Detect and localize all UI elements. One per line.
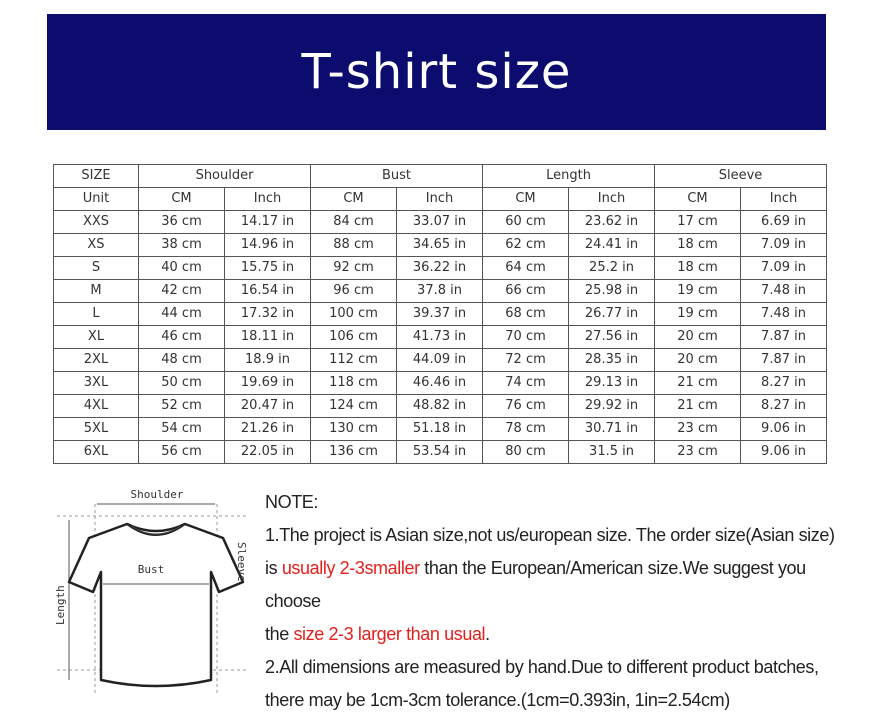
table-cell: 78 cm bbox=[483, 418, 569, 441]
table-cell: 18 cm bbox=[655, 257, 741, 280]
note-text: than the European/American size.We suggest you choose bbox=[265, 558, 806, 611]
table-cell: 16.54 in bbox=[225, 280, 311, 303]
size-cell: XL bbox=[54, 326, 139, 349]
table-cell: 8.27 in bbox=[741, 372, 827, 395]
table-cell: 19 cm bbox=[655, 280, 741, 303]
table-cell: 7.09 in bbox=[741, 257, 827, 280]
table-cell: 136 cm bbox=[311, 441, 397, 464]
table-cell: 100 cm bbox=[311, 303, 397, 326]
table-cell: 23 cm bbox=[655, 441, 741, 464]
table-cell: 50 cm bbox=[139, 372, 225, 395]
table-cell: 118 cm bbox=[311, 372, 397, 395]
table-row bbox=[54, 418, 827, 441]
table-cell: 51.18 in bbox=[397, 418, 483, 441]
unit-header: Unit bbox=[54, 188, 139, 211]
table-cell: 84 cm bbox=[311, 211, 397, 234]
bust-label: Bust bbox=[137, 563, 165, 576]
table-cell: 18.11 in bbox=[225, 326, 311, 349]
table-cell: 37.8 in bbox=[397, 280, 483, 303]
table-cell: 29.13 in bbox=[569, 372, 655, 395]
note-line bbox=[265, 552, 865, 618]
table-cell: 46 cm bbox=[139, 326, 225, 349]
note-text: 1.The project is Asian size,not us/european size. The order size(Asian size) bbox=[265, 525, 835, 545]
table-cell: 33.07 in bbox=[397, 211, 483, 234]
note-line bbox=[265, 651, 865, 684]
table-cell: 24.41 in bbox=[569, 234, 655, 257]
size-cell: L bbox=[54, 303, 139, 326]
page-title: T-shirt size bbox=[301, 44, 572, 100]
table-cell: 112 cm bbox=[311, 349, 397, 372]
unit-cell: Inch bbox=[569, 188, 655, 211]
table-row bbox=[54, 303, 827, 326]
tshirt-measurement-diagram bbox=[47, 480, 257, 702]
size-cell: 2XL bbox=[54, 349, 139, 372]
table-cell: 34.65 in bbox=[397, 234, 483, 257]
table-cell: 40 cm bbox=[139, 257, 225, 280]
length-label: Length bbox=[54, 585, 67, 625]
unit-cell: CM bbox=[483, 188, 569, 211]
bust-header: Bust bbox=[311, 165, 483, 188]
table-row bbox=[54, 234, 827, 257]
note-heading: NOTE: bbox=[265, 492, 319, 512]
table-cell: 88 cm bbox=[311, 234, 397, 257]
table-row bbox=[54, 395, 827, 418]
unit-cell: CM bbox=[139, 188, 225, 211]
size-cell: 3XL bbox=[54, 372, 139, 395]
table-cell: 92 cm bbox=[311, 257, 397, 280]
table-cell: 8.27 in bbox=[741, 395, 827, 418]
table-cell: 38 cm bbox=[139, 234, 225, 257]
note-text: . bbox=[485, 624, 490, 644]
length-header: Length bbox=[483, 165, 655, 188]
table-cell: 7.09 in bbox=[741, 234, 827, 257]
table-cell: 9.06 in bbox=[741, 441, 827, 464]
note-text: 2.All dimensions are measured by hand.Due to different product batches, bbox=[265, 657, 819, 677]
note-highlight: usually 2-3smaller bbox=[281, 558, 420, 578]
table-row bbox=[54, 211, 827, 234]
table-cell: 39.37 in bbox=[397, 303, 483, 326]
table-cell: 70 cm bbox=[483, 326, 569, 349]
size-table bbox=[53, 164, 827, 464]
size-note bbox=[265, 486, 865, 717]
table-cell: 130 cm bbox=[311, 418, 397, 441]
size-cell: M bbox=[54, 280, 139, 303]
table-cell: 76 cm bbox=[483, 395, 569, 418]
table-cell: 7.87 in bbox=[741, 326, 827, 349]
unit-cell: Inch bbox=[741, 188, 827, 211]
table-cell: 36.22 in bbox=[397, 257, 483, 280]
size-cell: 5XL bbox=[54, 418, 139, 441]
table-cell: 30.71 in bbox=[569, 418, 655, 441]
table-cell: 72 cm bbox=[483, 349, 569, 372]
table-cell: 48.82 in bbox=[397, 395, 483, 418]
table-cell: 44 cm bbox=[139, 303, 225, 326]
table-row bbox=[54, 441, 827, 464]
table-cell: 46.46 in bbox=[397, 372, 483, 395]
table-cell: 26.77 in bbox=[569, 303, 655, 326]
unit-cell: Inch bbox=[397, 188, 483, 211]
table-unit-row bbox=[54, 188, 827, 211]
table-cell: 31.5 in bbox=[569, 441, 655, 464]
table-cell: 66 cm bbox=[483, 280, 569, 303]
sleeve-header: Sleeve bbox=[655, 165, 827, 188]
table-cell: 20.47 in bbox=[225, 395, 311, 418]
table-cell: 42 cm bbox=[139, 280, 225, 303]
table-cell: 25.98 in bbox=[569, 280, 655, 303]
table-row bbox=[54, 280, 827, 303]
table-cell: 124 cm bbox=[311, 395, 397, 418]
table-cell: 22.05 in bbox=[225, 441, 311, 464]
table-row bbox=[54, 349, 827, 372]
table-cell: 96 cm bbox=[311, 280, 397, 303]
table-cell: 44.09 in bbox=[397, 349, 483, 372]
table-cell: 14.96 in bbox=[225, 234, 311, 257]
table-cell: 29.92 in bbox=[569, 395, 655, 418]
table-cell: 20 cm bbox=[655, 349, 741, 372]
table-cell: 7.48 in bbox=[741, 303, 827, 326]
table-cell: 25.2 in bbox=[569, 257, 655, 280]
table-cell: 17 cm bbox=[655, 211, 741, 234]
table-cell: 19.69 in bbox=[225, 372, 311, 395]
table-cell: 62 cm bbox=[483, 234, 569, 257]
size-header: SIZE bbox=[54, 165, 139, 188]
size-cell: 6XL bbox=[54, 441, 139, 464]
table-cell: 56 cm bbox=[139, 441, 225, 464]
unit-cell: Inch bbox=[225, 188, 311, 211]
table-cell: 23 cm bbox=[655, 418, 741, 441]
table-cell: 19 cm bbox=[655, 303, 741, 326]
table-cell: 6.69 in bbox=[741, 211, 827, 234]
table-cell: 9.06 in bbox=[741, 418, 827, 441]
table-cell: 48 cm bbox=[139, 349, 225, 372]
table-cell: 7.48 in bbox=[741, 280, 827, 303]
table-row bbox=[54, 326, 827, 349]
note-text: there may be 1cm-3cm tolerance.(1cm=0.393in, 1in=2.54cm) bbox=[265, 690, 730, 710]
table-cell: 18.9 in bbox=[225, 349, 311, 372]
note-text: is bbox=[265, 558, 282, 578]
table-cell: 27.56 in bbox=[569, 326, 655, 349]
title-banner bbox=[47, 14, 826, 130]
size-cell: S bbox=[54, 257, 139, 280]
table-row bbox=[54, 372, 827, 395]
note-line bbox=[265, 519, 865, 552]
size-cell: 4XL bbox=[54, 395, 139, 418]
sleeve-label: Sleeve bbox=[235, 542, 248, 582]
table-cell: 64 cm bbox=[483, 257, 569, 280]
note-line bbox=[265, 684, 865, 717]
table-cell: 53.54 in bbox=[397, 441, 483, 464]
table-row bbox=[54, 257, 827, 280]
table-cell: 54 cm bbox=[139, 418, 225, 441]
shoulder-header: Shoulder bbox=[139, 165, 311, 188]
unit-cell: CM bbox=[311, 188, 397, 211]
note-text: the bbox=[265, 624, 294, 644]
table-cell: 60 cm bbox=[483, 211, 569, 234]
table-cell: 74 cm bbox=[483, 372, 569, 395]
size-cell: XXS bbox=[54, 211, 139, 234]
table-cell: 28.35 in bbox=[569, 349, 655, 372]
tshirt-icon bbox=[47, 480, 257, 702]
note-highlight: size 2-3 larger than usual bbox=[293, 624, 486, 644]
table-cell: 20 cm bbox=[655, 326, 741, 349]
table-cell: 7.87 in bbox=[741, 349, 827, 372]
table-cell: 14.17 in bbox=[225, 211, 311, 234]
table-cell: 21.26 in bbox=[225, 418, 311, 441]
table-cell: 36 cm bbox=[139, 211, 225, 234]
table-header-row bbox=[54, 165, 827, 188]
table-cell: 52 cm bbox=[139, 395, 225, 418]
note-line bbox=[265, 618, 865, 651]
table-cell: 23.62 in bbox=[569, 211, 655, 234]
size-cell: XS bbox=[54, 234, 139, 257]
table-cell: 17.32 in bbox=[225, 303, 311, 326]
table-cell: 41.73 in bbox=[397, 326, 483, 349]
table-cell: 21 cm bbox=[655, 372, 741, 395]
table-cell: 80 cm bbox=[483, 441, 569, 464]
table-cell: 21 cm bbox=[655, 395, 741, 418]
table-cell: 68 cm bbox=[483, 303, 569, 326]
table-cell: 18 cm bbox=[655, 234, 741, 257]
shoulder-label: Shoulder bbox=[130, 488, 184, 501]
unit-cell: CM bbox=[655, 188, 741, 211]
table-cell: 15.75 in bbox=[225, 257, 311, 280]
table-cell: 106 cm bbox=[311, 326, 397, 349]
